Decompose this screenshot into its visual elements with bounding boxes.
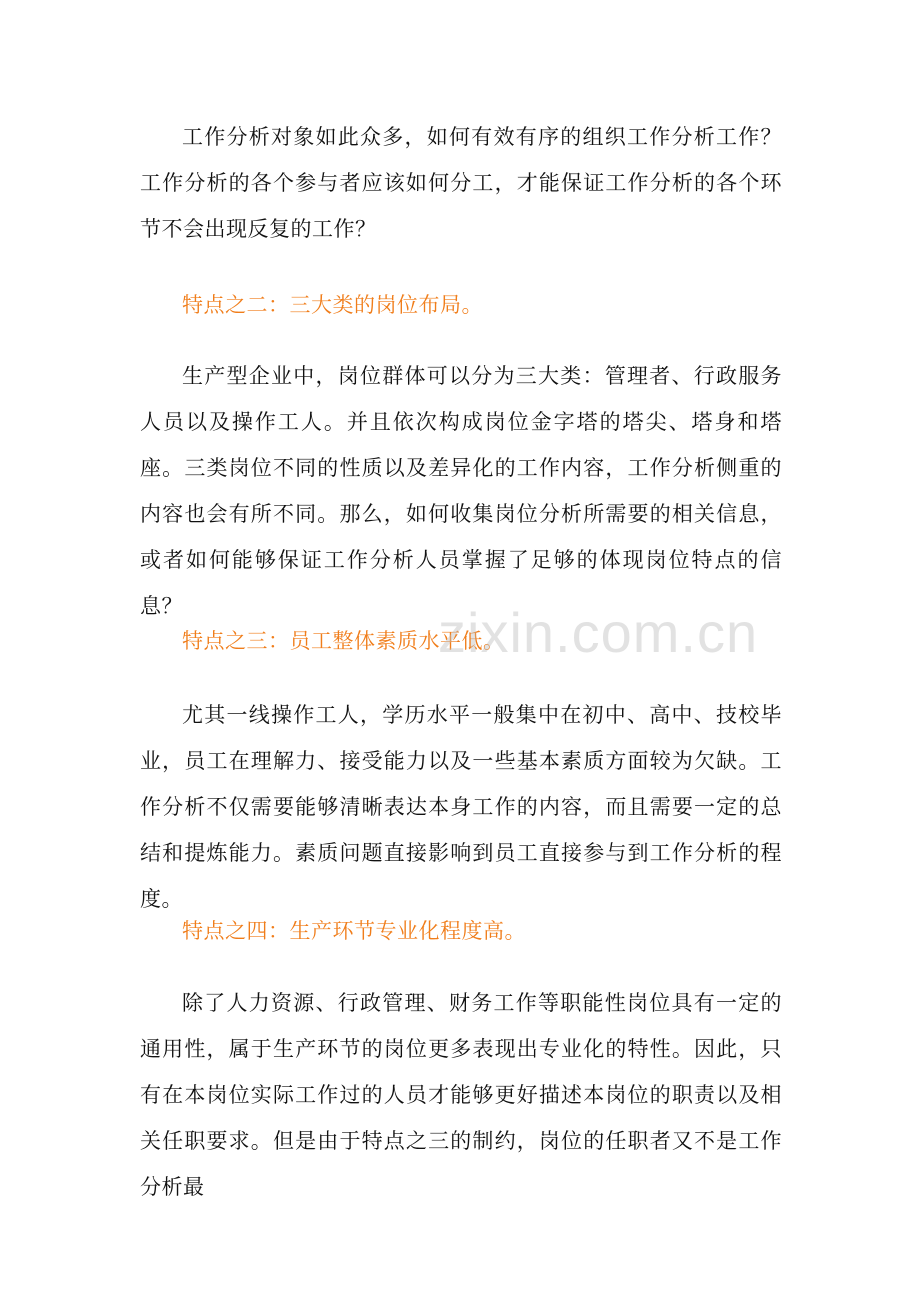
- paragraph-feature-four: 除了人力资源、行政管理、财务工作等职能性岗位具有一定的通用性，属于生产环节的岗位更多表现出专业化的特性。因此，只有在本岗位实际工作过的人员才能够更好描述本岗位的职责以及相关任职要求。但是由于特点之三的制约，岗位的任职者又不是工作分析最: [140, 991, 782, 1199]
- paragraph-feature-three: 尤其一线操作工人，学历水平一般集中在初中、高中、技校毕业，员工在理解力、接受能力以及一些基本素质方面较为欠缺。工作分析不仅需要能够清晰表达本身工作的内容，而且需要一定的总结和提炼能力。素质问题直接影响到员工直接参与到工作分析的程度。: [140, 703, 782, 911]
- heading-feature-three: 特点之三：员工整体素质水平低。: [182, 629, 505, 653]
- paragraph-feature-two: 生产型企业中，岗位群体可以分为三大类：管理者、行政服务人员以及操作工人。并且依次构成岗位金字塔的塔尖、塔身和塔座。三类岗位不同的性质以及差异化的工作内容，工作分析侧重的内容也会有所不同。那么，如何收集岗位分析所需要的相关信息，或者如何能够保证工作分析人员掌握了足够的体现岗位特点的信息？: [140, 364, 782, 618]
- heading-feature-two: 特点之二：三大类的岗位布局。: [182, 293, 483, 317]
- heading-feature-four: 特点之四：生产环节专业化程度高。: [182, 919, 526, 943]
- paragraph-intro: 工作分析对象如此众多，如何有效有序的组织工作分析工作？工作分析的各个参与者应该如何分工，才能保证工作分析的各个环节不会出现反复的工作？: [140, 125, 782, 241]
- watermark: zixin.com.cn: [438, 601, 759, 664]
